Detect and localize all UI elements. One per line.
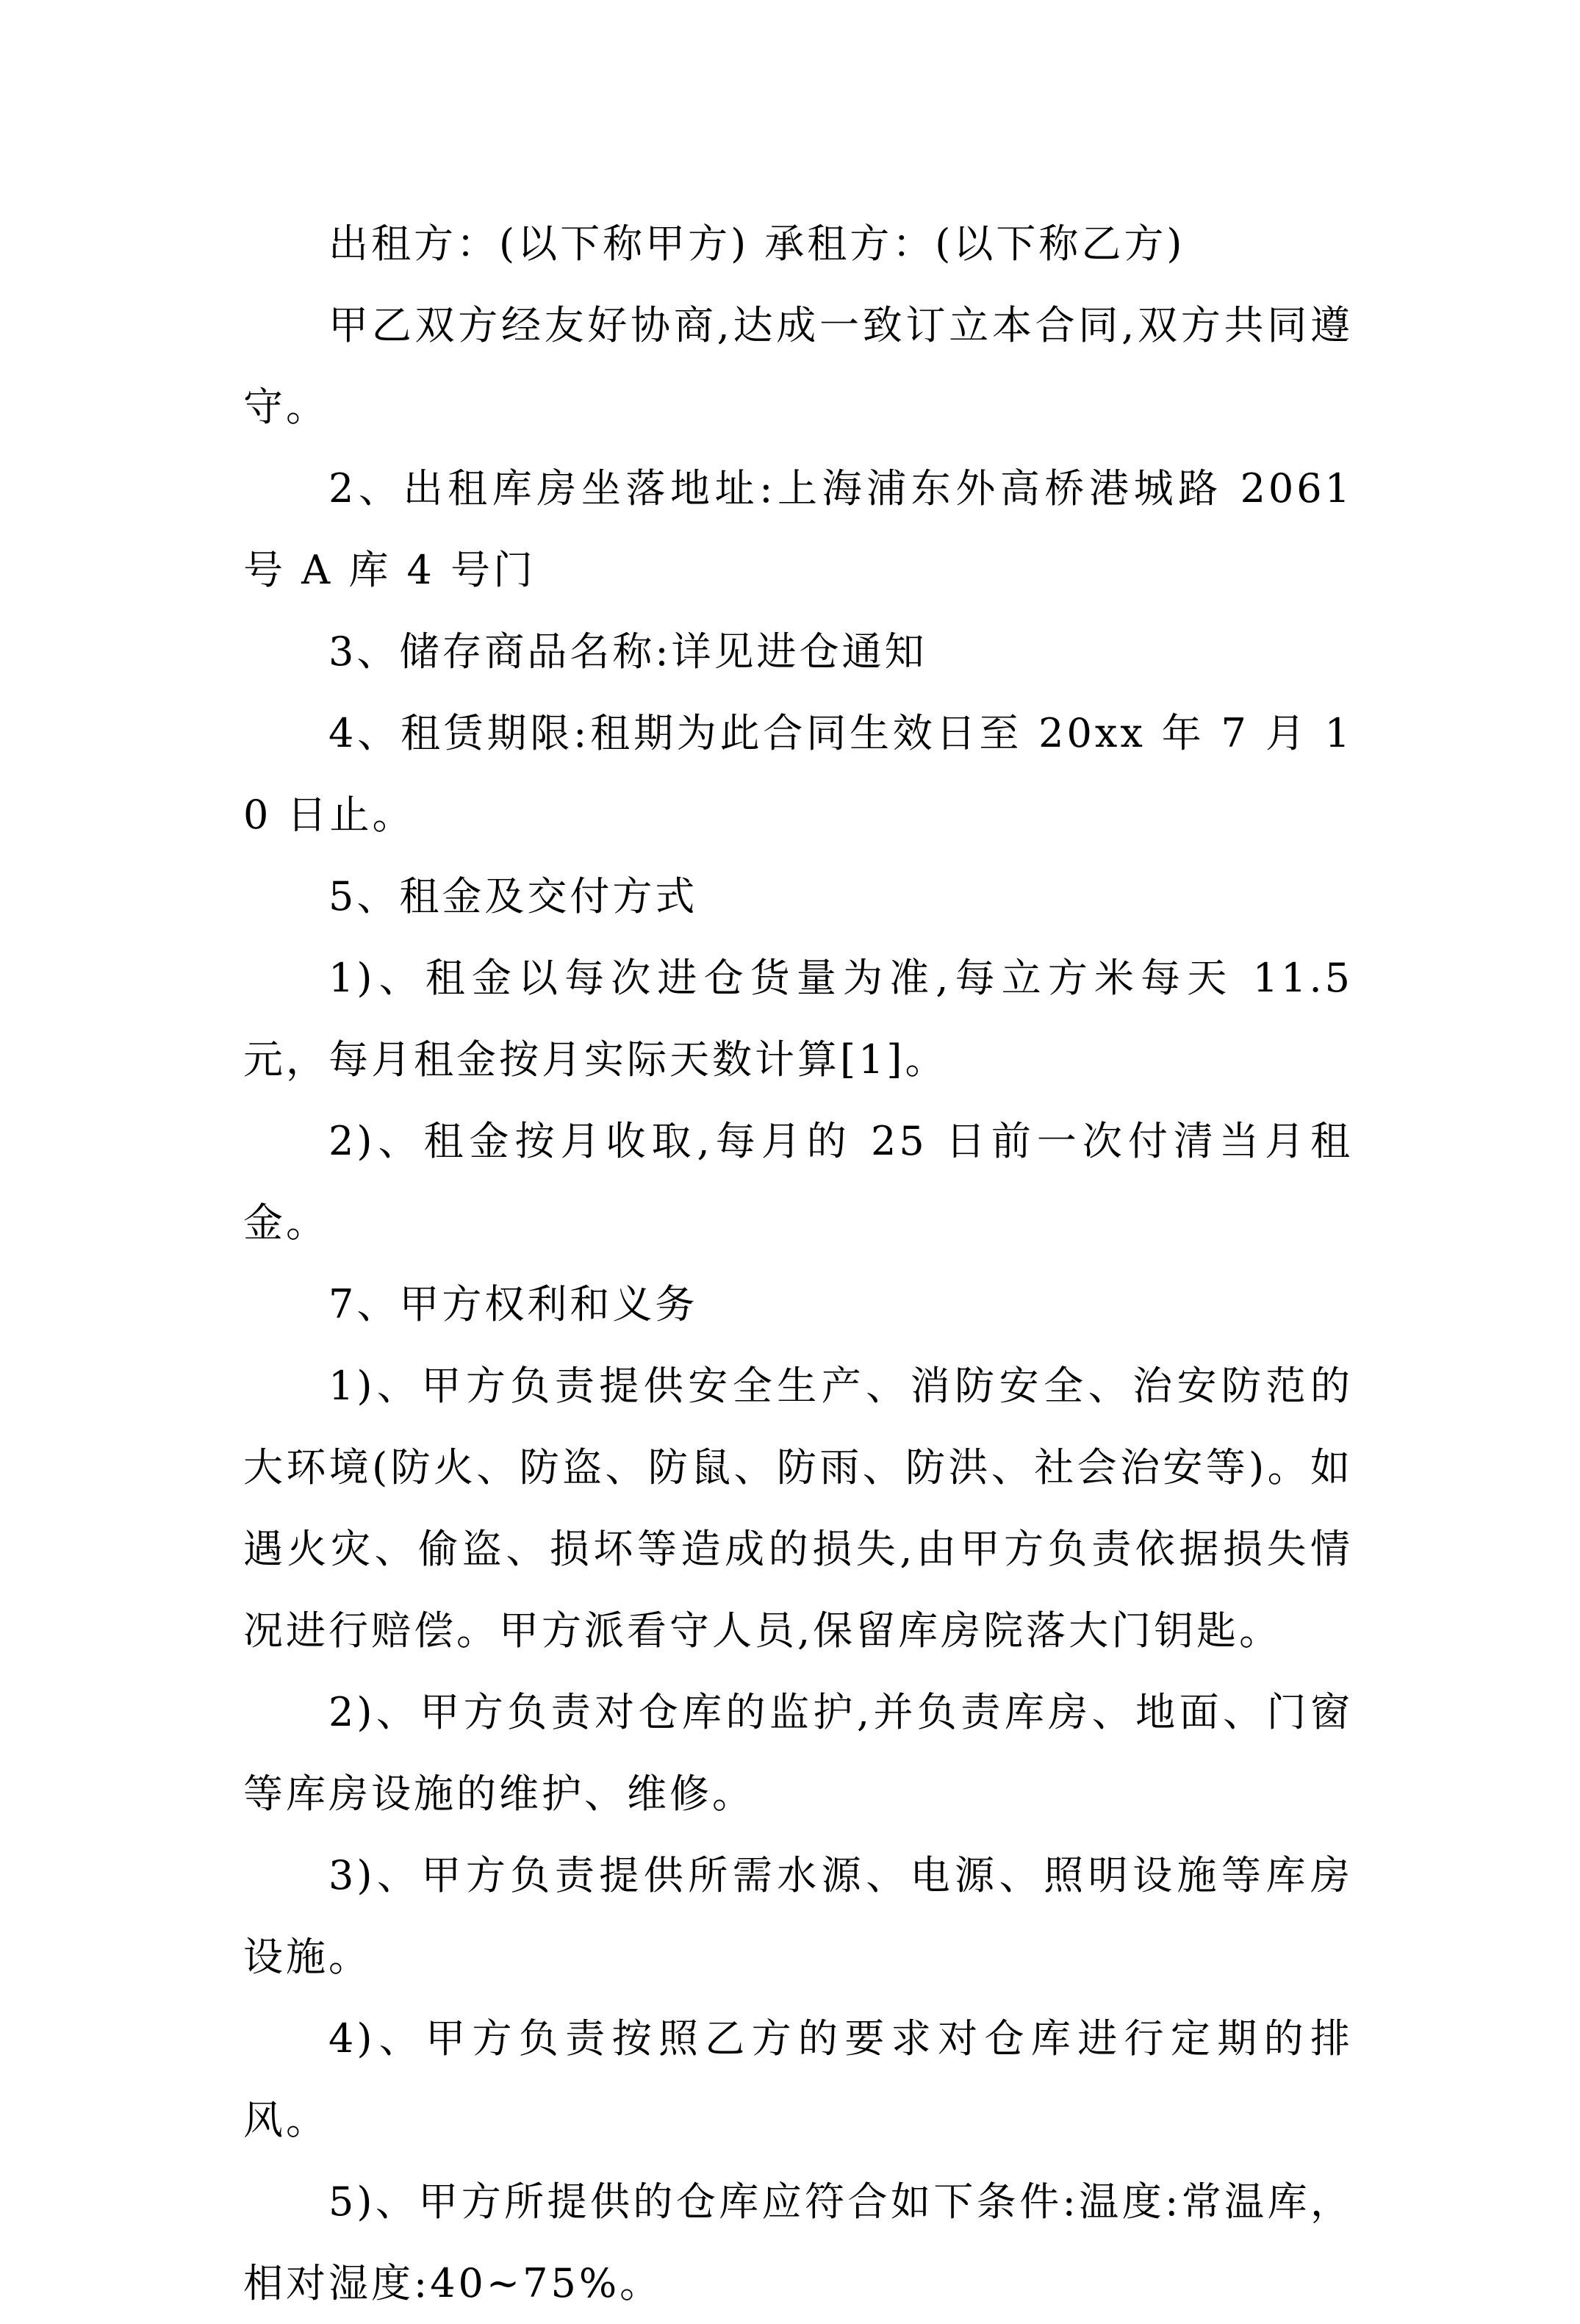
paragraph-address: 2、出租库房坐落地址:上海浦东外高桥港城路 2061 号 A 库 4 号门 — [243, 465, 1353, 593]
paragraph-lessor-heading: 7、甲方权利和义务 — [328, 1281, 698, 1327]
paragraph-goods: 3、储存商品名称:详见进仓通知 — [328, 628, 927, 675]
paragraph-lessor-ventilation: 4)、甲方负责按照乙方的要求对仓库进行定期的排风。 — [243, 2015, 1353, 2143]
paragraph-agreement: 甲乙双方经友好协商,达成一致订立本合同,双方共同遵守。 — [243, 302, 1353, 430]
document-body — [243, 203, 1353, 2324]
paragraph-lessor-conditions: 5)、甲方所提供的仓库应符合如下条件:温度:常温库，相对湿度:40~75%。 — [243, 2178, 1353, 2306]
paragraph-term: 4、租赁期限:租期为此合同生效日至 20xx 年 7 月 10 日止。 — [243, 710, 1353, 838]
paragraph-lessor-utilities: 3)、甲方负责提供所需水源、电源、照明设施等库房设施。 — [243, 1852, 1353, 1980]
paragraph-rent-heading: 5、租金及交付方式 — [328, 873, 698, 919]
paragraph-lessor-maintenance: 2)、甲方负责对仓库的监护,并负责库房、地面、门窗等库房设施的维护、维修。 — [243, 1689, 1353, 1817]
paragraph-parties: 出租方：(以下称甲方) 承租方：(以下称乙方) — [328, 220, 1185, 267]
paragraph-rent-payment: 2)、租金按月收取,每月的 25 日前一次付清当月租金。 — [243, 1118, 1353, 1246]
paragraph-rent-rate: 1)、租金以每次进仓货量为准,每立方米每天 11.5 元，每月租金按月实际天数计算[1]。 — [243, 955, 1353, 1083]
paragraph-lessor-safety: 1)、甲方负责提供安全生产、消防安全、治安防范的大环境(防火、防盗、防鼠、防雨、防洪、社会治安等)。如遇火灾、偷盗、损坏等造成的损失,由甲方负责依据损失情况进行赔偿。甲方派看守人员,保留库房院落大门钥匙。 — [243, 1363, 1353, 1654]
